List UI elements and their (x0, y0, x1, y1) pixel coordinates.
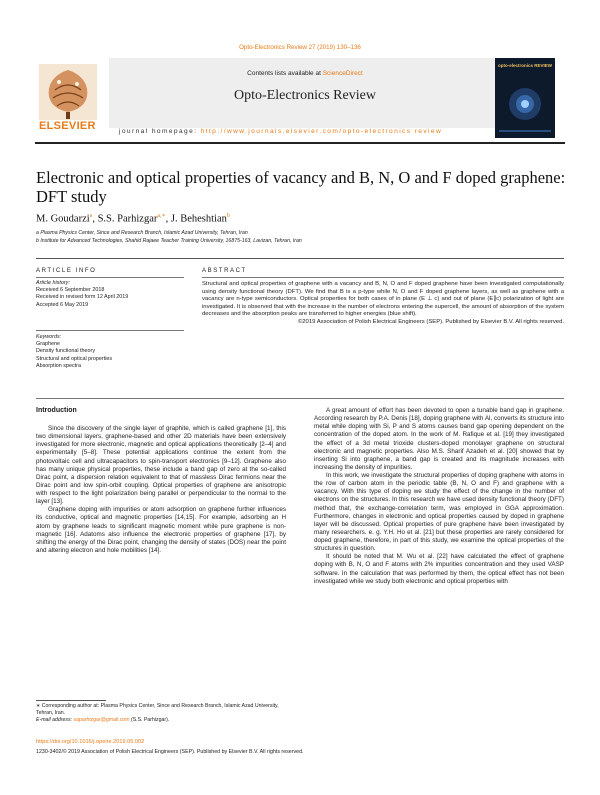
journal-masthead (35, 58, 565, 138)
body-paragraph: It should be noted that M. Wu et al. [22] have calculated the effect of graphene doping with B, N, O and F atoms with 2% impurities concentration and they used VASP software. In the calculation that was performed by them, the optical effect has not been investigated while we study both electronic and optical properties with (314, 553, 564, 585)
footer-copyright: 1230-3402/© 2019 Association of Polish Electrical Engineers (SEP). Published by Elsevier B.V. All rights reserved. (36, 749, 304, 755)
homepage-prefix: journal homepage: (119, 128, 198, 135)
keywords-block (36, 334, 176, 370)
masthead-rule (35, 142, 565, 144)
journal-homepage-line (119, 128, 442, 135)
article-info-rule (36, 277, 184, 278)
journal-title: Opto-Electronics Review (234, 88, 376, 103)
author-affil-marker[interactable]: a,∗ (157, 213, 166, 219)
footnote-corresponding: ∗ Corresponding author at: Plasma Physics Center, Since and Research Branch, Islamic Azad University, Tehran, Iran. (36, 703, 279, 716)
cover-graphic-icon (495, 58, 555, 138)
keyword-item: Density functional theory (36, 348, 96, 355)
author-list: M. Goudarzi$^a$, S.S. Parhizgar$^{a,∗}$, J. Beheshtian$^b$ (36, 213, 230, 225)
author-affil-marker[interactable]: a (89, 213, 93, 219)
author-name[interactable]: J. Beheshtian (170, 213, 227, 225)
abstract-bottom-rule (36, 398, 564, 399)
author-affil-marker[interactable]: b (226, 213, 230, 219)
email-link[interactable]: saparhizgar@gmail.com (73, 717, 130, 723)
contents-availability (109, 70, 501, 77)
article-title: Electronic and optical properties of vacancy and B, N, O and F doped graphene: DFT study (36, 168, 566, 206)
keyword-item: Graphene (36, 341, 60, 348)
abstract-text: Structural and optical properties of graphene with a vacancy and B, N, O and F doped graphene have been investigated computationally using density functional theory (DFT). We find that B is a p-type while N, O and F doped graphene layers, as well as graphene with a vacancy are n-type semiconductors. Optical properties for both cases of in plane (E ⊥ c) and out of plane (E∥c) polarization of light are investigated. It is observed that with the increase in the number of electrons entering the supercell, the amount of absorption of the system decreases and the absorption peaks are transferred to higher energies (blue shift). (202, 281, 564, 318)
keywords-rule (36, 330, 184, 331)
masthead-banner (109, 58, 501, 128)
journal-homepage-link[interactable]: http://www.journals.elsevier.com/opto-electronics review (200, 128, 443, 135)
author-name[interactable]: M. Goudarzi (36, 213, 90, 225)
author-name[interactable]: S.S. Parhizgar (97, 213, 158, 225)
keywords-label: Keywords: (36, 334, 62, 340)
cover-title: opto-electronics REVIEW (498, 63, 553, 68)
corresponding-author-footnote (36, 703, 286, 724)
abstract-block (202, 281, 564, 327)
body-paragraph: Graphene doping with impurities or atom adsorption on graphene further influences its conductive, optical and magnetic properties [14,15]. For example, adsorbing an H atom by graphene leads to significant magnetic moment while pure graphene is non-magnetic [16]. Adatoms also influence the electronic properties of graphene [17], by shifting the energy of the Dirac point, changing the density of states (DOS) near the point and altering electron and hole mobilities [14]. (36, 506, 286, 554)
keyword-item: Absorption spectra (36, 362, 81, 369)
affiliation-b: b Institute for Advanced Technologies, Shahid Rajaee Teacher Training University, 16875-163, Lavizan, Tehran, Iran (36, 238, 302, 244)
body-paragraph: Since the discovery of the single layer of graphite, which is called graphene [1], this two dimensional layers, graphene-based and other 2D materials have been extensively investigated for more electronic, magnetic and optical applications theoretically [2–4] and experimentally [5–8]. These potential applications continue the extent from the photovoltaic cell and ultracapacitors to spin-transport electronics [9–12]. Graphene also has many unique physical properties, these include a band gap of zero at the so-called Dirac point, a dispersion relation equivalent to that of massless Dirac fermions near the Dirac point and low spin-orbit coupling. Optical properties of graphene are anisotropic with respect to the light polarization being parallel or perpendicular to the normal to the layer [13]. (36, 425, 286, 506)
history-accepted: Accepted 6 May 2019 (36, 301, 89, 308)
abstract-heading: ABSTRACT (202, 268, 247, 274)
abstract-copyright: ©2019 Association of Polish Electrical Engineers (SEP). Published by Elsevier B.V. All rights reserved. (297, 318, 564, 325)
footnote-email (36, 717, 286, 724)
footnote-rule (36, 700, 106, 701)
body-paragraph: In this work, we investigate the structural properties of doping graphene with atoms in the row of carbon atom in the periodic table (B, N, O and F) and graphene with a vacancy. With this type of doping we study the effect of the change in the number of electrons on the structures. In this research we have used density functional theory (DFT) method that, the exchange-correlation term, was employed in GGA approximation. Furthermore, changes in electronic and optical properties caused by doped in graphene layer will be discussed. Optical properties of pure graphene have been investigated by many researchers. e. g. Y.H. Ho et al. [21] but these properties are rarely considered for doped graphene, therefore, in part of this study, we examine the optical properties of the structures in question. (314, 472, 564, 553)
article-info-heading: ARTICLE INFO (36, 268, 97, 274)
keyword-item: Structural and optical properties (36, 355, 113, 362)
article-history (36, 280, 176, 309)
contents-prefix: Contents lists available at (247, 70, 321, 77)
elsevier-wordmark: ELSEVIER (39, 120, 96, 132)
running-header-reference[interactable]: Opto-Electronics Review 27 (2019) 130–136 (239, 44, 361, 51)
affiliation-rule (36, 258, 564, 259)
body-paragraph: A great amount of effort has been devoted to open a tunable band gap in graphene. According research by P.A. Denis [18], doping graphene with Al, converts its structure into metal while doping with Si, P and S atoms causes band gap opening dependent on the concentration of the doped atom. In the work of M. Rafique et al. [19] they investigated the effect of a 3d metal trioxide clusters-doped monolayer graphene on structural electronic and magnetic properties. Also M.S. Sharif Azadeh et al. [20] showed that by inserting Si into graphene, a band gap is created and its magnitude increases with increasing the density of impurities. (314, 407, 564, 471)
history-received: Received 6 September 2018 (36, 287, 105, 294)
introduction-heading: Introduction (36, 407, 77, 414)
history-revised: Received in revised form 12 April 2019 (36, 294, 129, 301)
body-right-column (314, 407, 564, 586)
doi-link[interactable]: https://doi.org/10.1016/j.opelre.2019.05.002 (36, 739, 145, 745)
abstract-rule (202, 277, 564, 278)
history-label: Article history: (36, 280, 70, 286)
email-suffix: (S.S. Parhizgar). (130, 717, 170, 723)
body-left-column (36, 425, 286, 555)
sciencedirect-link[interactable]: ScienceDirect (322, 70, 363, 77)
affiliation-a: a Plasma Physics Center, Since and Research Branch, Islamic Azad University, Tehran, Iran (36, 230, 248, 236)
journal-cover-image (495, 58, 555, 138)
email-label: E-mail address: (36, 717, 73, 723)
